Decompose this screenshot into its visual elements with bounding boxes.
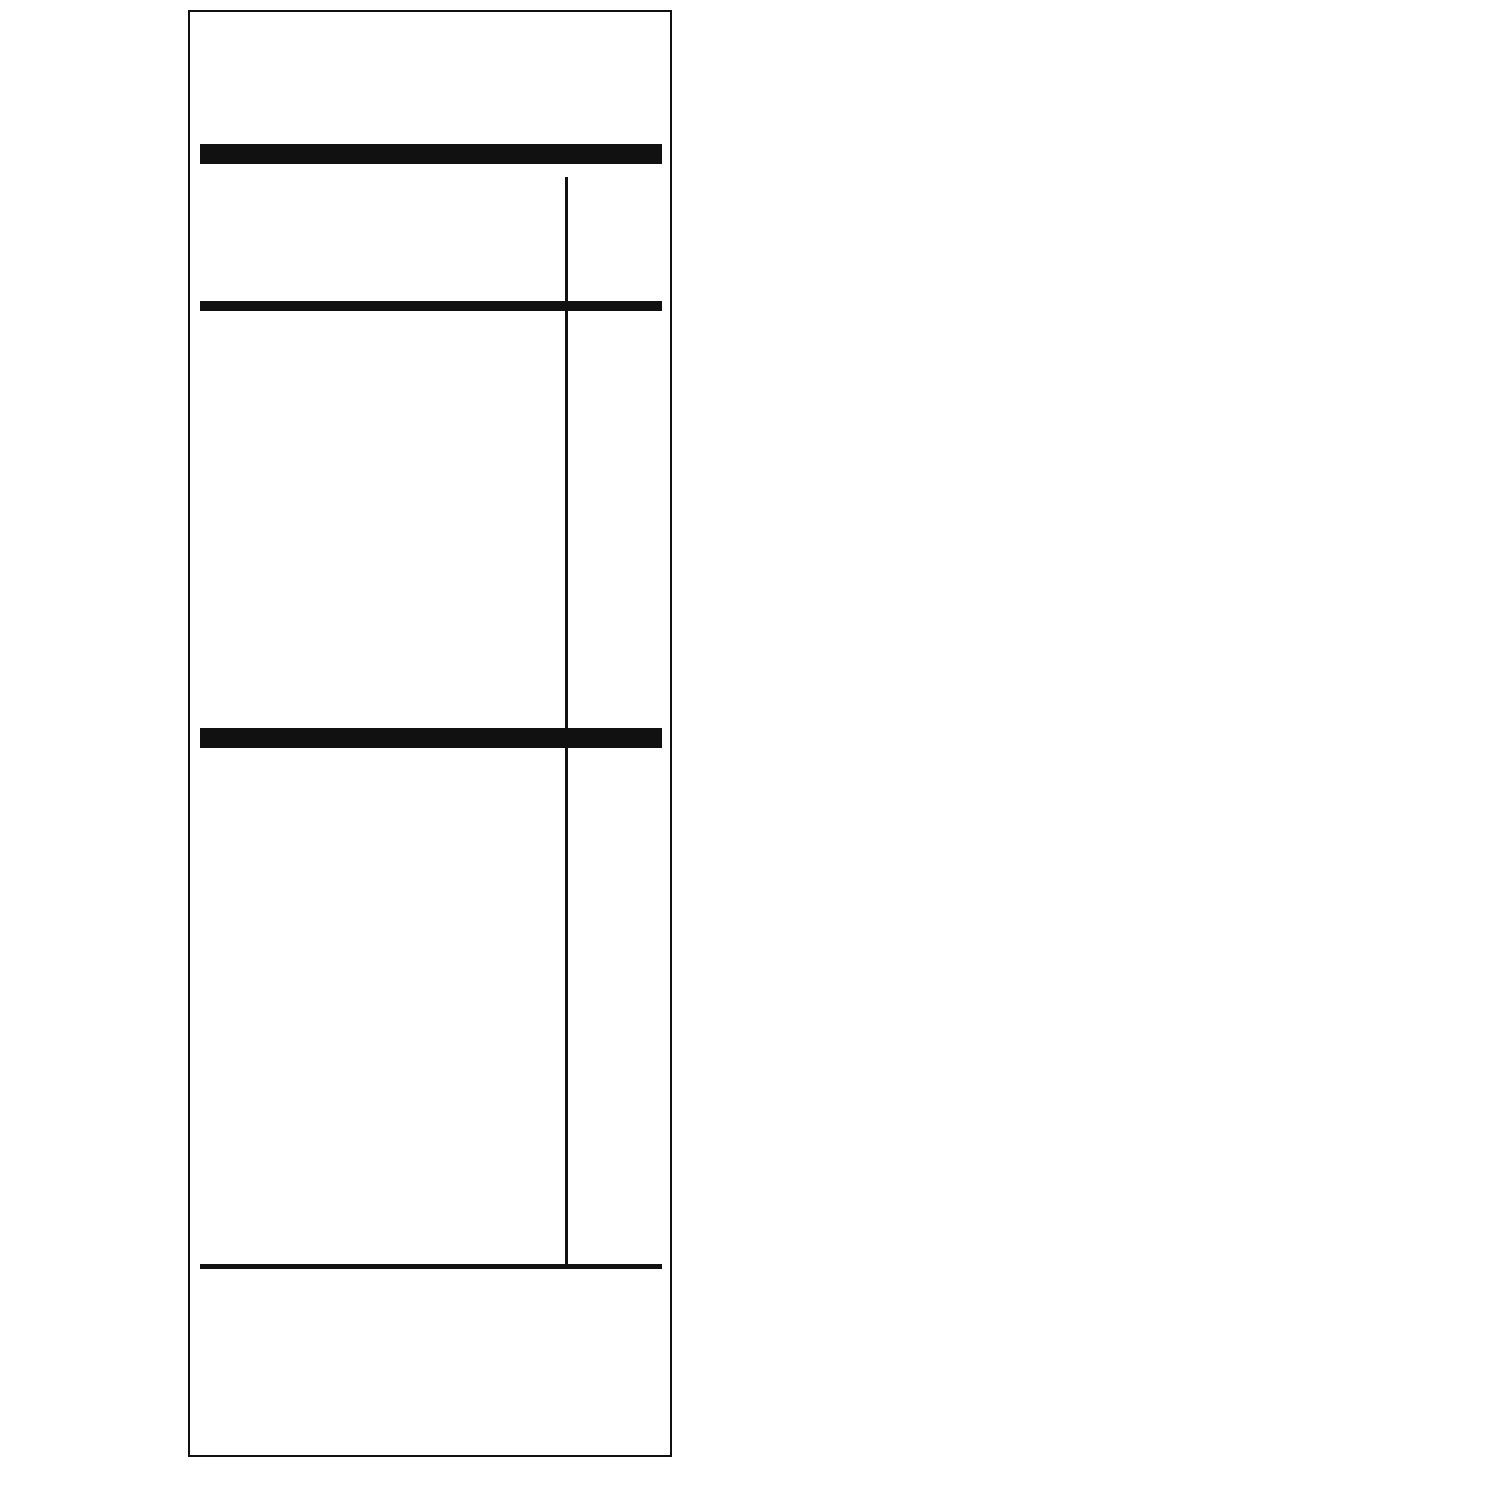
column-separator <box>565 177 568 1267</box>
medium-divider <box>200 301 662 311</box>
thick-divider-vitamins <box>200 728 662 748</box>
footnote-divider <box>200 1264 662 1269</box>
calories-with-milk <box>520 234 660 302</box>
dv-heading-with-milk <box>560 312 660 332</box>
ingredients-column <box>714 238 1334 254</box>
thick-divider <box>200 144 662 164</box>
dv-heading-cereal <box>466 312 566 332</box>
nutrition-facts-label <box>188 10 672 1457</box>
